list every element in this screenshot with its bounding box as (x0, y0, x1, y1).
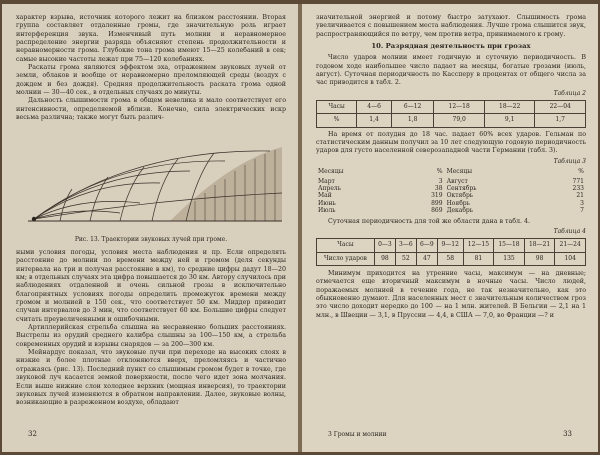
table-row (316, 207, 586, 214)
table-cell: 79,0 (434, 114, 485, 127)
paragraph: Число ударов молнии имеет годичную и суточную периодичность. В годовом ходе наибольшее число падает на месяцы, богатые грозами (июль, август). Суточная периодичность по Кассперу в процентах от общего числа за час приводится в табл. 2. (316, 54, 586, 87)
table-header-row (317, 101, 586, 114)
table-cell: 58 (437, 252, 463, 265)
table-cell: Март (318, 177, 335, 185)
left-text-bottom (16, 249, 286, 408)
right-text (316, 14, 586, 320)
left-page (2, 4, 298, 452)
page-number: 33 (563, 430, 572, 438)
table-cell: Декабрь (446, 207, 474, 215)
paragraph: Дальность слышимости грома в общем невелика и мало соответствует его интенсивности, определяемой вблизи. Конечно, сила электрических искр весьма различна; также могут быть различ- (16, 97, 286, 122)
right-page (302, 4, 598, 452)
table-header-cell: 12—15 (463, 239, 494, 252)
table-cell: 9,1 (484, 114, 535, 127)
left-text-top (16, 14, 286, 122)
table-header-cell: 18—21 (524, 239, 555, 252)
table-header-row (316, 168, 586, 177)
table-header-cell: 21—24 (555, 239, 586, 252)
table-2 (316, 100, 586, 128)
section-heading: 10. Разрядная деятельность при грозах (371, 42, 531, 51)
paragraph: значительной энергией и потому быстро затухают. Слышимость грома увеличивается с повышением места наблюдения. Лучше грома слышится звук, распространяющийся по ветру, чем против ветра, принимаемого к грому. (316, 14, 586, 38)
table-row (316, 178, 586, 185)
table-cell: % (317, 114, 357, 127)
table-header-cell: 15—18 (494, 239, 525, 252)
table-cell: 233 (572, 184, 584, 192)
table-3-label: Таблица 3 (553, 157, 586, 165)
table-cell: 98 (374, 252, 395, 265)
table-header-cell: 18—22 (484, 101, 535, 114)
table-header-cell: % (436, 168, 443, 176)
table-row (317, 114, 586, 127)
table-cell: Июнь (318, 199, 336, 207)
table-header-cell: 6—9 (416, 239, 437, 252)
table-cell: Сентябрь (446, 184, 477, 192)
table-4-label: Таблица 4 (553, 227, 586, 235)
paragraph: Суточная периодичность для той же области дана в табл. 4. (328, 217, 531, 225)
table-cell: 1,4 (357, 114, 392, 127)
sound-ray-trajectory-figure (20, 141, 286, 231)
figure-caption: Рис. 13. Траектории звуковых лучей при громе. (74, 236, 228, 243)
table-cell: 899 (431, 199, 443, 207)
table-header-cell: 9—12 (437, 239, 463, 252)
table-cell: 3 (438, 177, 443, 185)
table-cell: 1,7 (535, 114, 586, 127)
table-header-row (317, 239, 586, 252)
table-cell: Август (446, 177, 468, 185)
table-cell: 7 (580, 207, 584, 215)
table-header-cell: 3—6 (395, 239, 416, 252)
table-cell: 869 (431, 207, 443, 215)
table-header-cell: % (578, 168, 584, 176)
page-number: 32 (28, 430, 37, 438)
table-cell: 771 (572, 177, 584, 185)
table-cell: Число ударов (317, 252, 375, 265)
table-row (316, 185, 586, 192)
paragraph: характер взрыва, источник которого лежит на близком расстоянии. Вторая группа составляет отдаленные громы, где значительную роль играет интерференция звука. Изменчивый путь молнии и неравномерное распределение энергии разряда объясняют степень продолжительности и неравномерности грома. Глубокие тона грома имеют 15—25 колебаний в сек; самые высокие частоты лежат при 75—120 колебаниях. (16, 14, 286, 63)
table-3 (316, 168, 586, 214)
table-header-cell: Месяцы (446, 168, 473, 176)
paragraph: ными условия погоды, условия места наблюдения и пр. Если определять расстояние до молнии по времени между ней и громом (деля секунды интервала на три и получая расстояние в км), то средние цифры дадут 18—20 км; в отдельных случаях эта цифра повышается до 30 км. Автору случилось при наблюдениях отдаленной и очень сильной грозы в исключительно благоприятных условиях погоды определить промежуток времени между громом и молнией в 150 сек., что соответствует 50 км. Миддер приводит случаи интервалов до 3 мин, что соответствует 60 км. Большие цифры следует считать преувеличенными и ошибочными. (16, 249, 286, 323)
table-4 (316, 238, 586, 266)
table-cell: 135 (494, 252, 525, 265)
table-row (316, 192, 586, 199)
table-cell: 98 (524, 252, 555, 265)
table-header-cell: Месяцы (318, 168, 344, 176)
table-header-cell: 12—18 (434, 101, 485, 114)
table-cell: Май (318, 192, 332, 200)
table-header-cell: Часы (317, 101, 357, 114)
table-2-label: Таблица 2 (553, 89, 586, 97)
table-cell: 21 (576, 192, 584, 200)
table-cell: 104 (555, 252, 586, 265)
table-header-cell: Часы (317, 239, 375, 252)
paragraph: Минимум приходится на утренние часы, максимум — на дневные; отмечается еще вторичный максимум в ночные часы. Число людей, поражаемых молнией в течение года, не так незначительно, как это обыкновенно думают. Для населенных мест с значительным количеством гроз это число доходит нередко до 100 — на 1 млн. жителей. В Бельгии — 2,1 на 1 млн., в Швеции — 3,1, в Пруссии — 4,4, в США — 7,0, во Франции —? и (316, 269, 586, 319)
table-cell: 47 (416, 252, 437, 265)
signature-footnote: 3 Громы и молнии (328, 431, 387, 438)
table-header-cell: 6—12 (391, 101, 434, 114)
table-row (316, 200, 586, 207)
table-cell: 3 (580, 199, 584, 207)
table-header-cell: 22—04 (535, 101, 586, 114)
table-cell: 1,8 (391, 114, 434, 127)
table-cell: 319 (431, 192, 443, 200)
table-cell: 81 (463, 252, 494, 265)
table-header-cell: 0—3 (374, 239, 395, 252)
table-header-cell: 4—6 (357, 101, 392, 114)
paragraph: Мейнардус показал, что звуковые лучи при переходе на высоких слоях в низкие и более плотные отклоняются вверх, преломляясь и частично отражаясь (рис. 13). Последний пункт со слышимым громом будет в точке, где звуковой луч касается земной поверхности, после чего идет зона молчания. Если выше нижние слои холоднее верхних (мощная инверсия), то траектории звуковых лучей изменяются в обратном направлении. Далее, звуковые волны, возникающие в разреженном воздухе, обладают (16, 349, 286, 407)
table-cell: Ноябрь (446, 199, 470, 207)
paragraph: Артиллерийская стрельба слышна на несравненно больших расстояниях. Выстрелы из орудий среднего калибра слышны за 100—150 км, а стрельба современных орудий и взрывы снарядов — за 200—300 км. (16, 324, 286, 348)
table-row (317, 252, 586, 265)
table-cell: Апрель (318, 184, 342, 192)
table-cell: 38 (434, 184, 443, 192)
table-cell: Октябрь (446, 192, 474, 200)
paragraph: Раскаты грома являются эффектом эха, отражением звуковых лучей от земли, облаков и вообще от неравномерно преломляющей среды (воздух с дождем и без дождя). Средняя продолжительность раската грома одной молнии — 30—40 сек., в отдельных случаях до минуты. (16, 64, 286, 97)
paragraph: На время от полудня до 18 час. падает 60% всех ударов. Гельман по статистическим данным получил за 10 лет следующую годовую периодичность ударов для густо населенной северозападной части Германии (табл. 3). (316, 130, 586, 155)
table-cell: 52 (395, 252, 416, 265)
table-cell: Июль (318, 207, 336, 215)
